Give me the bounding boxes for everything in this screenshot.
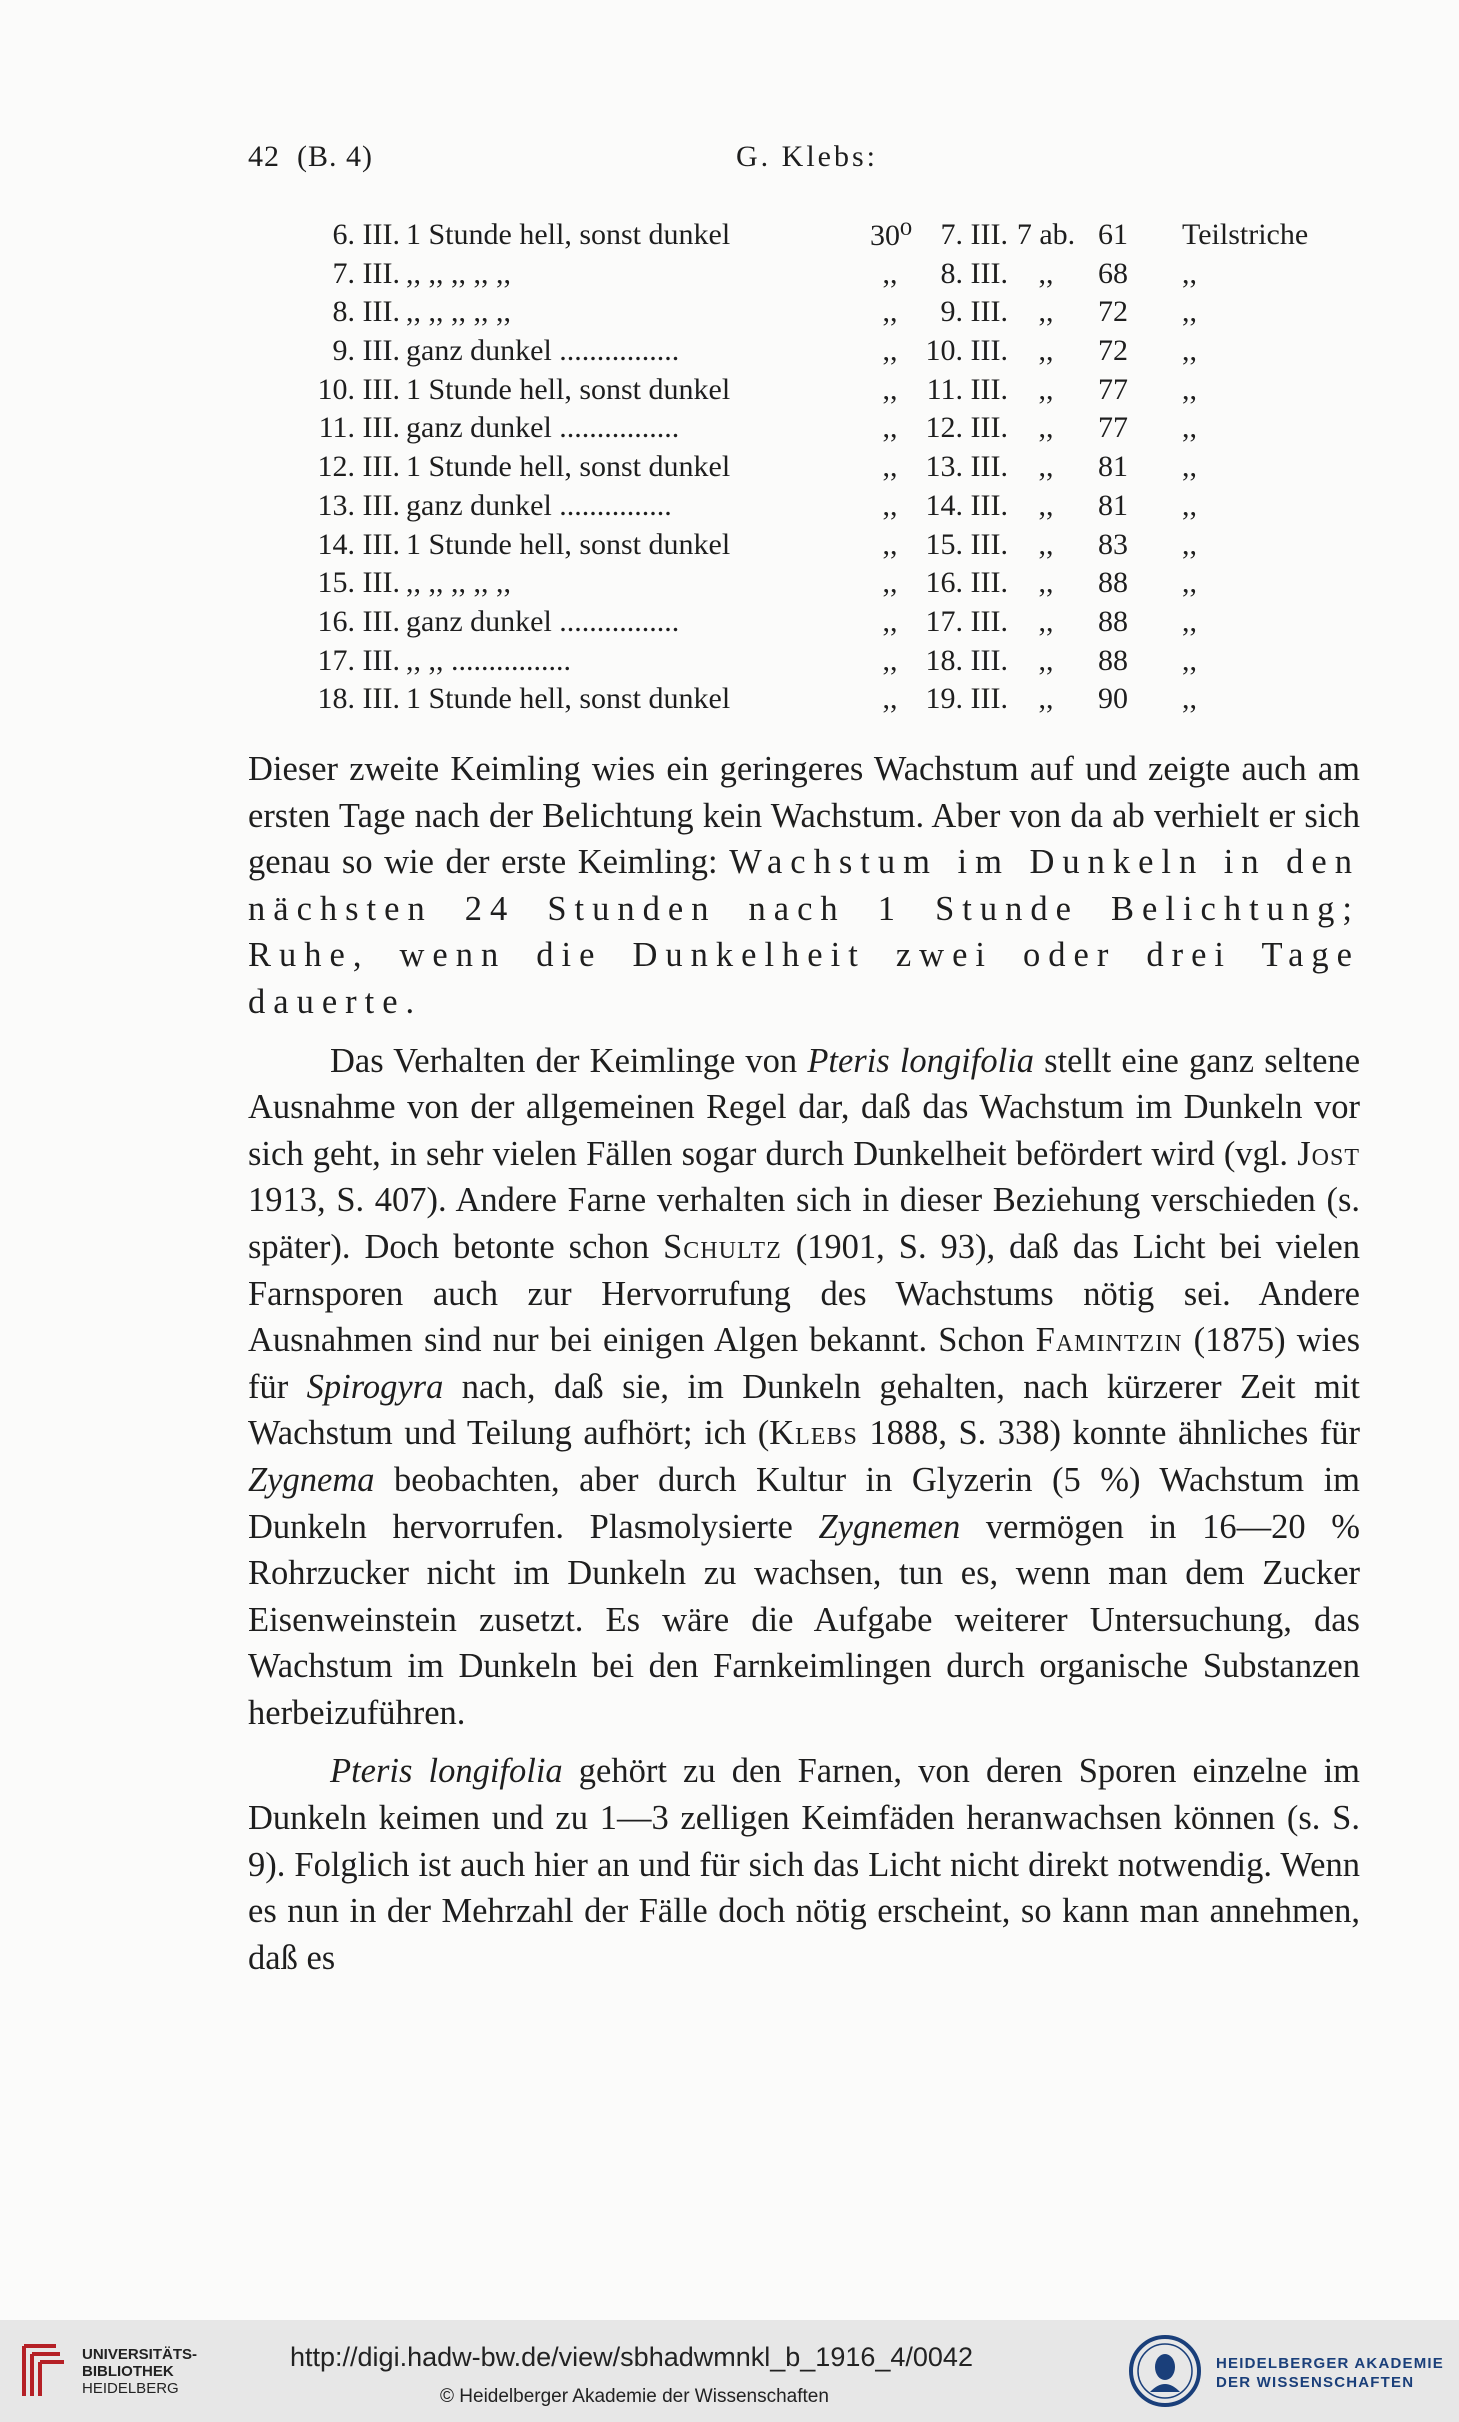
cell-growth-value: 81 (1098, 488, 1128, 522)
cell-start-date: 14. III. (317, 527, 400, 561)
cell-growth-value: 72 (1098, 295, 1128, 329)
cell-growth-value: 81 (1098, 450, 1128, 484)
cell-end-date: 7. III. (940, 218, 1008, 251)
university-library-logo-icon (16, 2340, 68, 2402)
cell-condition: ganz dunkel ................ (406, 334, 680, 368)
table-row (300, 528, 1360, 567)
table-row (300, 257, 1360, 296)
cell-growth-value: 90 (1098, 682, 1128, 716)
cell-start-date: 11. III. (318, 411, 400, 445)
body-text (248, 746, 1360, 1981)
cell-time-of-day: ,, (1038, 450, 1054, 484)
cell-condition: ganz dunkel ............... (406, 488, 672, 522)
cell-end-date: 18. III. (925, 643, 1008, 677)
paragraph-3: Pteris longifolia gehört zu den Farnen, von deren Sporen einzelne im Dunkeln keimen und zu 1—3 zelligen Keimfäden heranwachsen können (s. S. 9). Folglich ist auch hier an und für sich das Licht nicht direkt notwendig. Wenn es nun in der Mehrzahl der Fälle doch nötig erscheint, so kann man annehmen, daß es (248, 1752, 1360, 1977)
cell-unit: ,, (1182, 295, 1197, 329)
table-row (300, 489, 1360, 528)
cell-temperature: ,, (882, 372, 898, 406)
cell-unit: ,, (1182, 372, 1197, 406)
cell-end-date: 19. III. (925, 682, 1008, 716)
cell-start-date: 10. III. (317, 372, 400, 406)
cell-time-of-day: ,, (1038, 682, 1054, 716)
page-number: 42 (B. 4) (248, 140, 373, 173)
footer-bar (0, 2320, 1459, 2422)
cell-start-date: 17. III. (317, 643, 400, 677)
cell-start-date: 7. III. (332, 256, 400, 290)
cell-condition: 1 Stunde hell, sonst dunkel (406, 218, 731, 251)
cell-temperature: ,, (882, 566, 898, 600)
cell-time-of-day: ,, (1038, 488, 1054, 522)
cell-start-date: 18. III. (317, 682, 400, 716)
table-row (300, 295, 1360, 334)
cell-unit: ,, (1182, 488, 1197, 522)
academy-seal-icon (1128, 2334, 1202, 2408)
cell-end-date: 16. III. (925, 566, 1008, 600)
cell-time-of-day: ,, (1038, 643, 1054, 677)
cell-growth-value: 77 (1098, 411, 1128, 445)
cell-unit: Teilstriche (1182, 218, 1309, 251)
table-row (300, 450, 1360, 489)
cell-temperature: ,, (882, 450, 898, 484)
cell-temperature: ,, (882, 295, 898, 329)
table-row (300, 644, 1360, 683)
cell-start-date: 16. III. (317, 604, 400, 638)
cell-temperature: ,, (882, 682, 898, 716)
cell-time-of-day: ,, (1038, 566, 1054, 600)
cell-growth-value: 83 (1098, 527, 1128, 561)
running-author: G. Klebs: (736, 140, 878, 173)
cell-time-of-day: ,, (1038, 411, 1054, 445)
cell-time-of-day: ,, (1038, 334, 1054, 368)
cell-unit: ,, (1182, 604, 1197, 638)
source-url-link[interactable]: http://digi.hadw-bw.de/view/sbhadwmnkl_b_1916_4/0042 (290, 2342, 973, 2372)
cell-end-date: 14. III. (925, 488, 1008, 522)
running-header (248, 140, 1358, 190)
cell-start-date: 6. III. (332, 218, 400, 251)
growth-table (300, 218, 1360, 721)
table-row (300, 218, 1360, 257)
cell-growth-value: 88 (1098, 604, 1128, 638)
cell-unit: ,, (1182, 566, 1197, 600)
cell-start-date: 15. III. (317, 566, 400, 600)
cell-end-date: 12. III. (925, 411, 1008, 445)
cell-end-date: 17. III. (925, 604, 1008, 638)
cell-condition: ,, ,, ,, ,, ,, (406, 566, 511, 600)
cell-condition: 1 Stunde hell, sonst dunkel (406, 527, 731, 561)
cell-condition: ,, ,, ................ (406, 643, 571, 677)
paragraph-2: Das Verhalten der Keimlinge von Pteris longifolia stellt eine ganz seltene Ausnahme von der allgemeinen Regel dar, daß das Wachstum im Dunkeln vor sich geht, in sehr vielen Fällen sogar durch Dunkelheit befördert wird (vgl. Jost 1913, S. 407). Andere Farne verhalten sich in dieser Beziehung verschieden (s. später). Doch betonte schon Schultz (1901, S. 93), daß das Licht bei vielen Farnsporen auch zur Hervorrufung des Wachstums nötig sei. Andere Ausnahmen sind nur bei einigen Algen bekannt. Schon Famintzin (1875) wies für Spirogyra nach, daß sie, im Dunkeln gehalten, nach kürzerer Zeit mit Wachstum und Teilung aufhört; ich (Klebs 1888, S. 338) konnte ähnliches für Zygnema beobachten, aber durch Kultur in Glyzerin (5 %) Wachstum im Dunkeln hervorrufen. Plasmolysierte Zygnemen vermögen in 16—20 % Rohrzucker nicht im Dunkeln zu wachsen, tun es, wenn man dem Zucker Eisenweinstein zusetzt. Es wäre die Aufgabe weiterer Untersuchung, das Wachstum im Dunkeln bei den Farnkeimlingen durch organische Substanzen herbeizuführen. (248, 1041, 1361, 1732)
cell-time-of-day: ,, (1038, 295, 1054, 329)
cell-time-of-day: 7 ab. (1016, 218, 1076, 251)
cell-temperature: ,, (882, 256, 898, 290)
cell-unit: ,, (1182, 450, 1197, 484)
cell-condition: ,, ,, ,, ,, ,, (406, 295, 511, 329)
cell-time-of-day: ,, (1038, 604, 1054, 638)
cell-unit: ,, (1182, 334, 1197, 368)
cell-end-date: 9. III. (940, 295, 1008, 329)
cell-temperature: ,, (882, 643, 898, 677)
cell-time-of-day: ,, (1038, 256, 1054, 290)
cell-unit: ,, (1182, 256, 1197, 290)
cell-temperature: ,, (882, 527, 898, 561)
cell-condition: ,, ,, ,, ,, ,, (406, 256, 511, 290)
cell-end-date: 8. III. (940, 256, 1008, 290)
paragraph-1: Dieser zweite Keimling wies ein geringeres Wachstum auf und zeigte auch am ersten Tage nach der Belichtung kein Wachstum. Aber von da ab verhielt er sich genau so wie der erste Keimling: Wachstum im Dunkeln in den nächsten 24 Stunden nach 1 Stunde Belichtung; Ruhe, wenn die Dunkelheit zwei oder drei Tage dauerte. (248, 750, 1360, 1021)
cell-start-date: 8. III. (332, 295, 400, 329)
table-row (300, 334, 1360, 373)
academy-name: HEIDELBERGER AKADEMIE DER WISSENSCHAFTEN (1216, 2355, 1444, 2391)
cell-unit: ,, (1182, 643, 1197, 677)
cell-condition: ganz dunkel ................ (406, 411, 680, 445)
cell-end-date: 10. III. (925, 334, 1008, 368)
cell-temperature: ,, (882, 411, 898, 445)
university-library-name: UNIVERSITÄTS- BIBLIOTHEK HEIDELBERG (82, 2346, 198, 2397)
cell-growth-value: 77 (1098, 372, 1128, 406)
cell-growth-value: 68 (1098, 256, 1128, 290)
cell-start-date: 13. III. (317, 488, 400, 522)
cell-end-date: 15. III. (925, 527, 1008, 561)
cell-growth-value: 88 (1098, 566, 1128, 600)
cell-unit: ,, (1182, 682, 1197, 716)
table-row (300, 605, 1360, 644)
table-row (300, 411, 1360, 450)
cell-temperature: ,, (882, 604, 898, 638)
cell-unit: ,, (1182, 527, 1197, 561)
cell-temperature: 30⁰ (870, 219, 913, 252)
cell-unit: ,, (1182, 411, 1197, 445)
cell-condition: 1 Stunde hell, sonst dunkel (406, 682, 731, 716)
cell-growth-value: 88 (1098, 643, 1128, 677)
table-row (300, 682, 1360, 721)
cell-condition: ganz dunkel ................ (406, 604, 680, 638)
cell-growth-value: 61 (1098, 218, 1128, 251)
cell-start-date: 12. III. (317, 450, 400, 484)
table-row (300, 373, 1360, 412)
cell-temperature: ,, (882, 488, 898, 522)
cell-time-of-day: ,, (1038, 527, 1054, 561)
copyright-text: © Heidelberger Akademie der Wissenschaften (440, 2386, 829, 2407)
cell-condition: 1 Stunde hell, sonst dunkel (406, 372, 731, 406)
cell-temperature: ,, (882, 334, 898, 368)
table-row (300, 566, 1360, 605)
cell-growth-value: 72 (1098, 334, 1128, 368)
cell-time-of-day: ,, (1038, 372, 1054, 406)
cell-end-date: 11. III. (926, 372, 1008, 406)
cell-start-date: 9. III. (332, 334, 400, 368)
cell-end-date: 13. III. (925, 450, 1008, 484)
cell-condition: 1 Stunde hell, sonst dunkel (406, 450, 731, 484)
